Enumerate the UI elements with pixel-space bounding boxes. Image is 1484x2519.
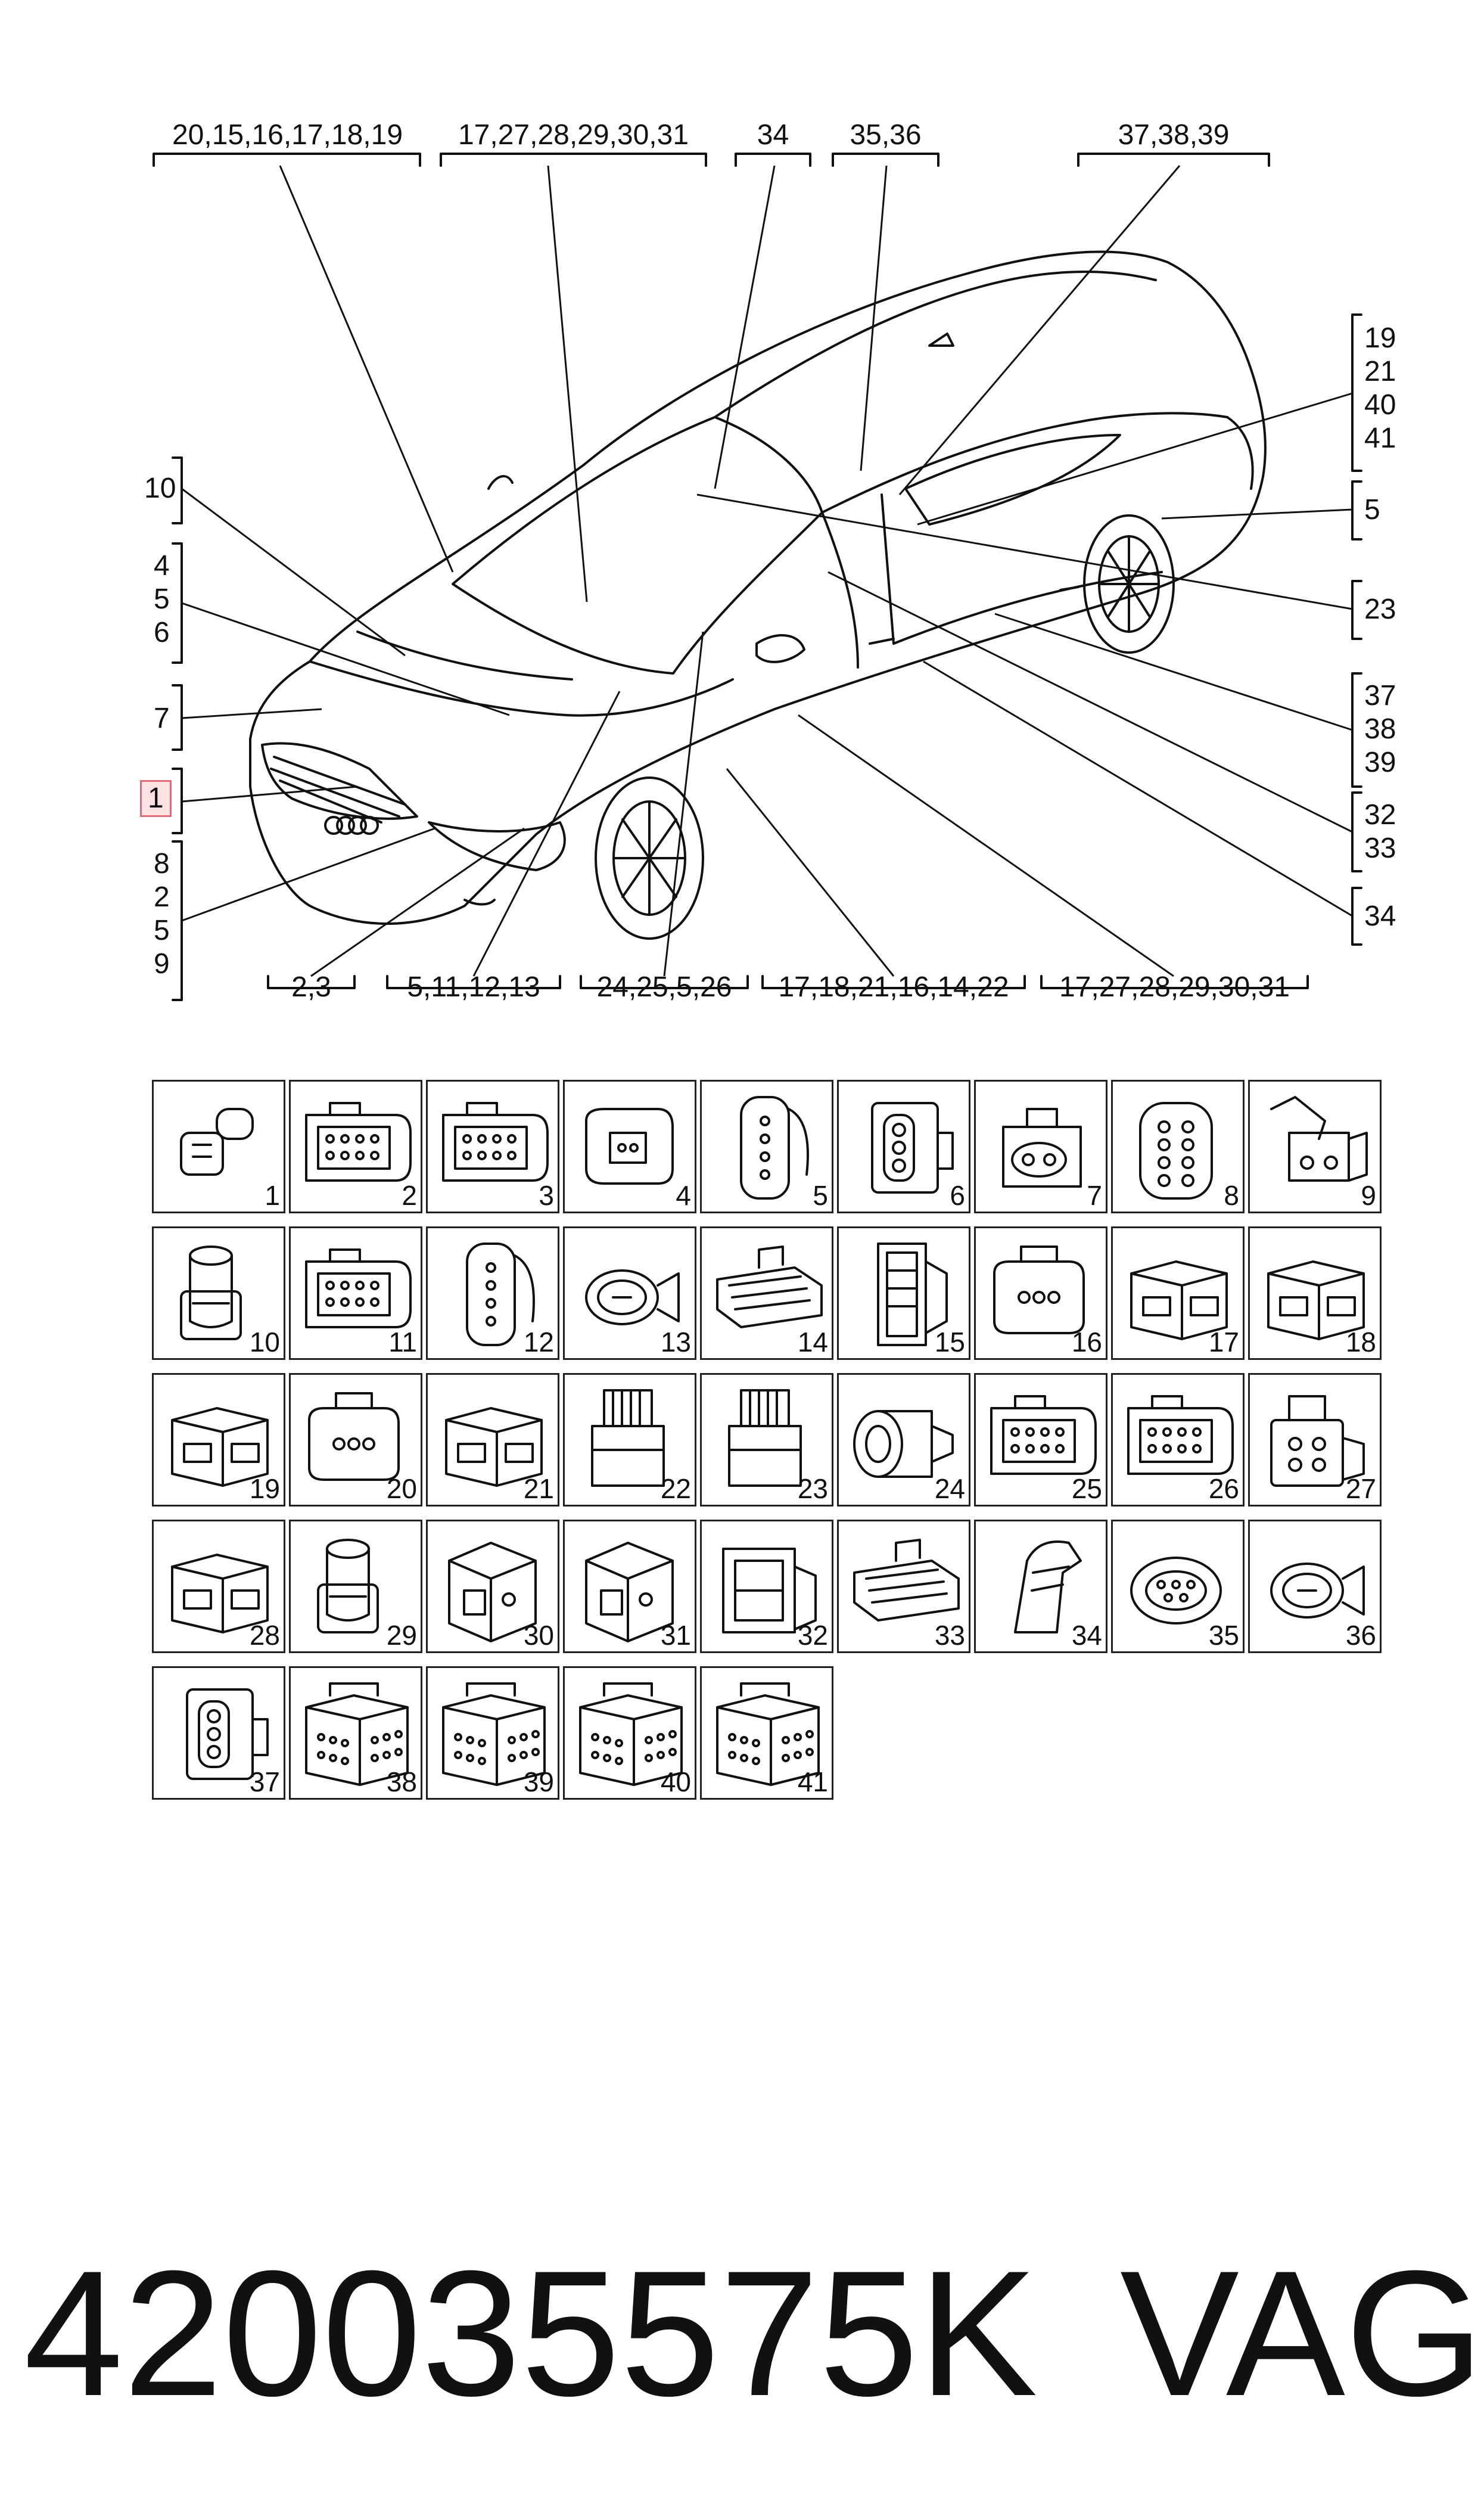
- callout-left-5-a: 8: [154, 848, 170, 880]
- connector-cell-15[interactable]: [837, 1226, 970, 1360]
- connector-number: 2: [402, 1180, 417, 1211]
- connector-number: 26: [1208, 1473, 1239, 1505]
- callout-right-6[interactable]: 34: [1364, 900, 1396, 932]
- connector-number: 25: [1071, 1473, 1102, 1505]
- connector-cell-25[interactable]: [974, 1373, 1107, 1507]
- callout-left-highlighted[interactable]: 1: [142, 782, 170, 815]
- connector-cell-5[interactable]: [700, 1080, 833, 1213]
- connector-cell-7[interactable]: [974, 1080, 1107, 1213]
- callout-left-3[interactable]: 7: [154, 703, 170, 734]
- connector-cell-4[interactable]: [563, 1080, 696, 1213]
- connector-cell-19[interactable]: [152, 1373, 285, 1507]
- callout-bottom-3[interactable]: 24,25,5,26: [596, 971, 732, 1003]
- callout-top-3[interactable]: 34: [757, 119, 789, 151]
- connector-number: 5: [813, 1180, 828, 1211]
- connector-number: 30: [523, 1620, 554, 1651]
- connector-number: 14: [797, 1327, 828, 1358]
- callout-right-1-a: 19: [1364, 322, 1396, 354]
- connector-cell-38[interactable]: [289, 1666, 422, 1800]
- connector-number: 6: [950, 1180, 965, 1211]
- callout-left-5-c: 5: [154, 915, 170, 946]
- connector-number: 8: [1224, 1180, 1239, 1211]
- callout-right-1[interactable]: [1364, 322, 1396, 455]
- connector-cell-21[interactable]: [426, 1373, 559, 1507]
- connector-cell-18[interactable]: [1248, 1226, 1382, 1360]
- callout-right-3[interactable]: 23: [1364, 594, 1396, 625]
- connector-number: 7: [1087, 1180, 1102, 1211]
- connector-cell-11[interactable]: [289, 1226, 422, 1360]
- callout-left-2-b: 5: [154, 583, 170, 615]
- callout-right-5[interactable]: [1364, 799, 1396, 865]
- connector-cell-9[interactable]: [1248, 1080, 1382, 1213]
- connector-cell-37[interactable]: [152, 1666, 285, 1800]
- callout-left-5[interactable]: [154, 847, 170, 981]
- connector-cell-23[interactable]: [700, 1373, 833, 1507]
- callout-bottom-4[interactable]: 17,18,21,16,14,22: [778, 971, 1009, 1003]
- connector-number: 20: [386, 1473, 417, 1505]
- connector-cell-41[interactable]: [700, 1666, 833, 1800]
- callout-right-1-d: 41: [1364, 423, 1396, 454]
- connector-number: 13: [660, 1327, 691, 1358]
- connector-number: 22: [660, 1473, 691, 1505]
- connector-number: 23: [797, 1473, 828, 1505]
- callout-right-1-b: 21: [1364, 356, 1396, 387]
- connector-number: 24: [934, 1473, 965, 1505]
- callout-right-5-b: 33: [1364, 833, 1396, 864]
- connector-number: 37: [249, 1766, 280, 1798]
- callout-right-5-a: 32: [1364, 799, 1396, 831]
- connector-cell-8[interactable]: [1111, 1080, 1245, 1213]
- connector-number: 11: [388, 1327, 417, 1358]
- callout-right-4[interactable]: [1364, 679, 1396, 779]
- connector-number: 31: [660, 1620, 691, 1651]
- callout-left-5-d: 9: [154, 948, 170, 980]
- connector-number: 32: [797, 1620, 828, 1651]
- callout-left-2[interactable]: [154, 549, 170, 650]
- connector-number: 35: [1208, 1620, 1239, 1651]
- connector-cell-27[interactable]: [1248, 1373, 1382, 1507]
- callout-top-1[interactable]: 20,15,16,17,18,19: [172, 119, 403, 151]
- connector-cell-40[interactable]: [563, 1666, 696, 1800]
- connector-cell-28[interactable]: [152, 1520, 285, 1653]
- callout-top-2[interactable]: 17,27,28,29,30,31: [458, 119, 689, 151]
- connector-cell-33[interactable]: [837, 1520, 970, 1653]
- connector-cell-24[interactable]: [837, 1373, 970, 1507]
- connector-number: 18: [1345, 1327, 1376, 1358]
- connector-number: 36: [1345, 1620, 1376, 1651]
- connector-number: 40: [660, 1766, 691, 1798]
- connector-cell-6[interactable]: [837, 1080, 970, 1213]
- connector-number: 28: [249, 1620, 280, 1651]
- connector-number: 16: [1071, 1327, 1102, 1358]
- callout-right-2[interactable]: 5: [1364, 494, 1380, 526]
- connector-cell-36[interactable]: [1248, 1520, 1382, 1653]
- callout-left-5-b: 2: [154, 881, 170, 913]
- connector-number: 38: [386, 1766, 417, 1798]
- connector-number: 21: [523, 1473, 554, 1505]
- connector-number: 33: [934, 1620, 965, 1651]
- connector-cell-17[interactable]: [1111, 1226, 1245, 1360]
- callout-left-2-a: 4: [154, 550, 170, 582]
- callout-bottom-1[interactable]: 2,3: [291, 971, 331, 1003]
- connector-number: 10: [249, 1327, 280, 1358]
- connector-number: 9: [1361, 1180, 1376, 1211]
- connector-cell-31[interactable]: [563, 1520, 696, 1653]
- callout-bottom-2[interactable]: 5,11,12,13: [407, 971, 540, 1003]
- connector-cell-20[interactable]: [289, 1373, 422, 1507]
- connector-cell-26[interactable]: [1111, 1373, 1245, 1507]
- connector-number: 29: [386, 1620, 417, 1651]
- connector-number: 12: [523, 1327, 554, 1358]
- callout-left-1[interactable]: 10: [144, 473, 176, 504]
- connector-cell-32[interactable]: [700, 1520, 833, 1653]
- connector-cell-39[interactable]: [426, 1666, 559, 1800]
- connector-number: 1: [265, 1180, 280, 1211]
- connector-number: 17: [1208, 1327, 1239, 1358]
- connector-number: 19: [249, 1473, 280, 1505]
- connector-cell-35[interactable]: [1111, 1520, 1245, 1653]
- connector-number: 41: [797, 1766, 828, 1798]
- callout-right-4-c: 39: [1364, 747, 1396, 778]
- connector-cell-34[interactable]: [974, 1520, 1107, 1653]
- callout-top-4[interactable]: 35,36: [850, 119, 922, 151]
- connector-cell-29[interactable]: [289, 1520, 422, 1653]
- connector-cell-30[interactable]: [426, 1520, 559, 1653]
- connector-cell-22[interactable]: [563, 1373, 696, 1507]
- callout-left-2-c: 6: [154, 617, 170, 648]
- connector-cell-3[interactable]: [426, 1080, 559, 1213]
- callout-top-5[interactable]: 37,38,39: [1118, 119, 1230, 151]
- connector-cell-10[interactable]: [152, 1226, 285, 1360]
- connector-cell-12[interactable]: [426, 1226, 559, 1360]
- part-number: 420035575K: [24, 2233, 1038, 2433]
- callout-right-4-a: 37: [1364, 680, 1396, 712]
- connector-cell-13[interactable]: [563, 1226, 696, 1360]
- car-wiring-diagram: [0, 0, 1484, 1019]
- connector-cell-2[interactable]: [289, 1080, 422, 1213]
- brand-name: VAG: [1120, 2233, 1484, 2433]
- connector-number: 15: [934, 1327, 965, 1358]
- connector-number: 39: [523, 1766, 554, 1798]
- connector-cell-14[interactable]: [700, 1226, 833, 1360]
- callout-right-4-b: 38: [1364, 713, 1396, 745]
- connector-number: 4: [676, 1180, 691, 1211]
- connector-number: 34: [1071, 1620, 1102, 1651]
- connector-number: 3: [539, 1180, 554, 1211]
- connector-cell-1[interactable]: [152, 1080, 285, 1213]
- connector-number: 27: [1345, 1473, 1376, 1505]
- connector-cell-16[interactable]: [974, 1226, 1107, 1360]
- callout-right-1-c: 40: [1364, 389, 1396, 421]
- callout-bottom-5[interactable]: 17,27,28,29,30,31: [1059, 971, 1290, 1003]
